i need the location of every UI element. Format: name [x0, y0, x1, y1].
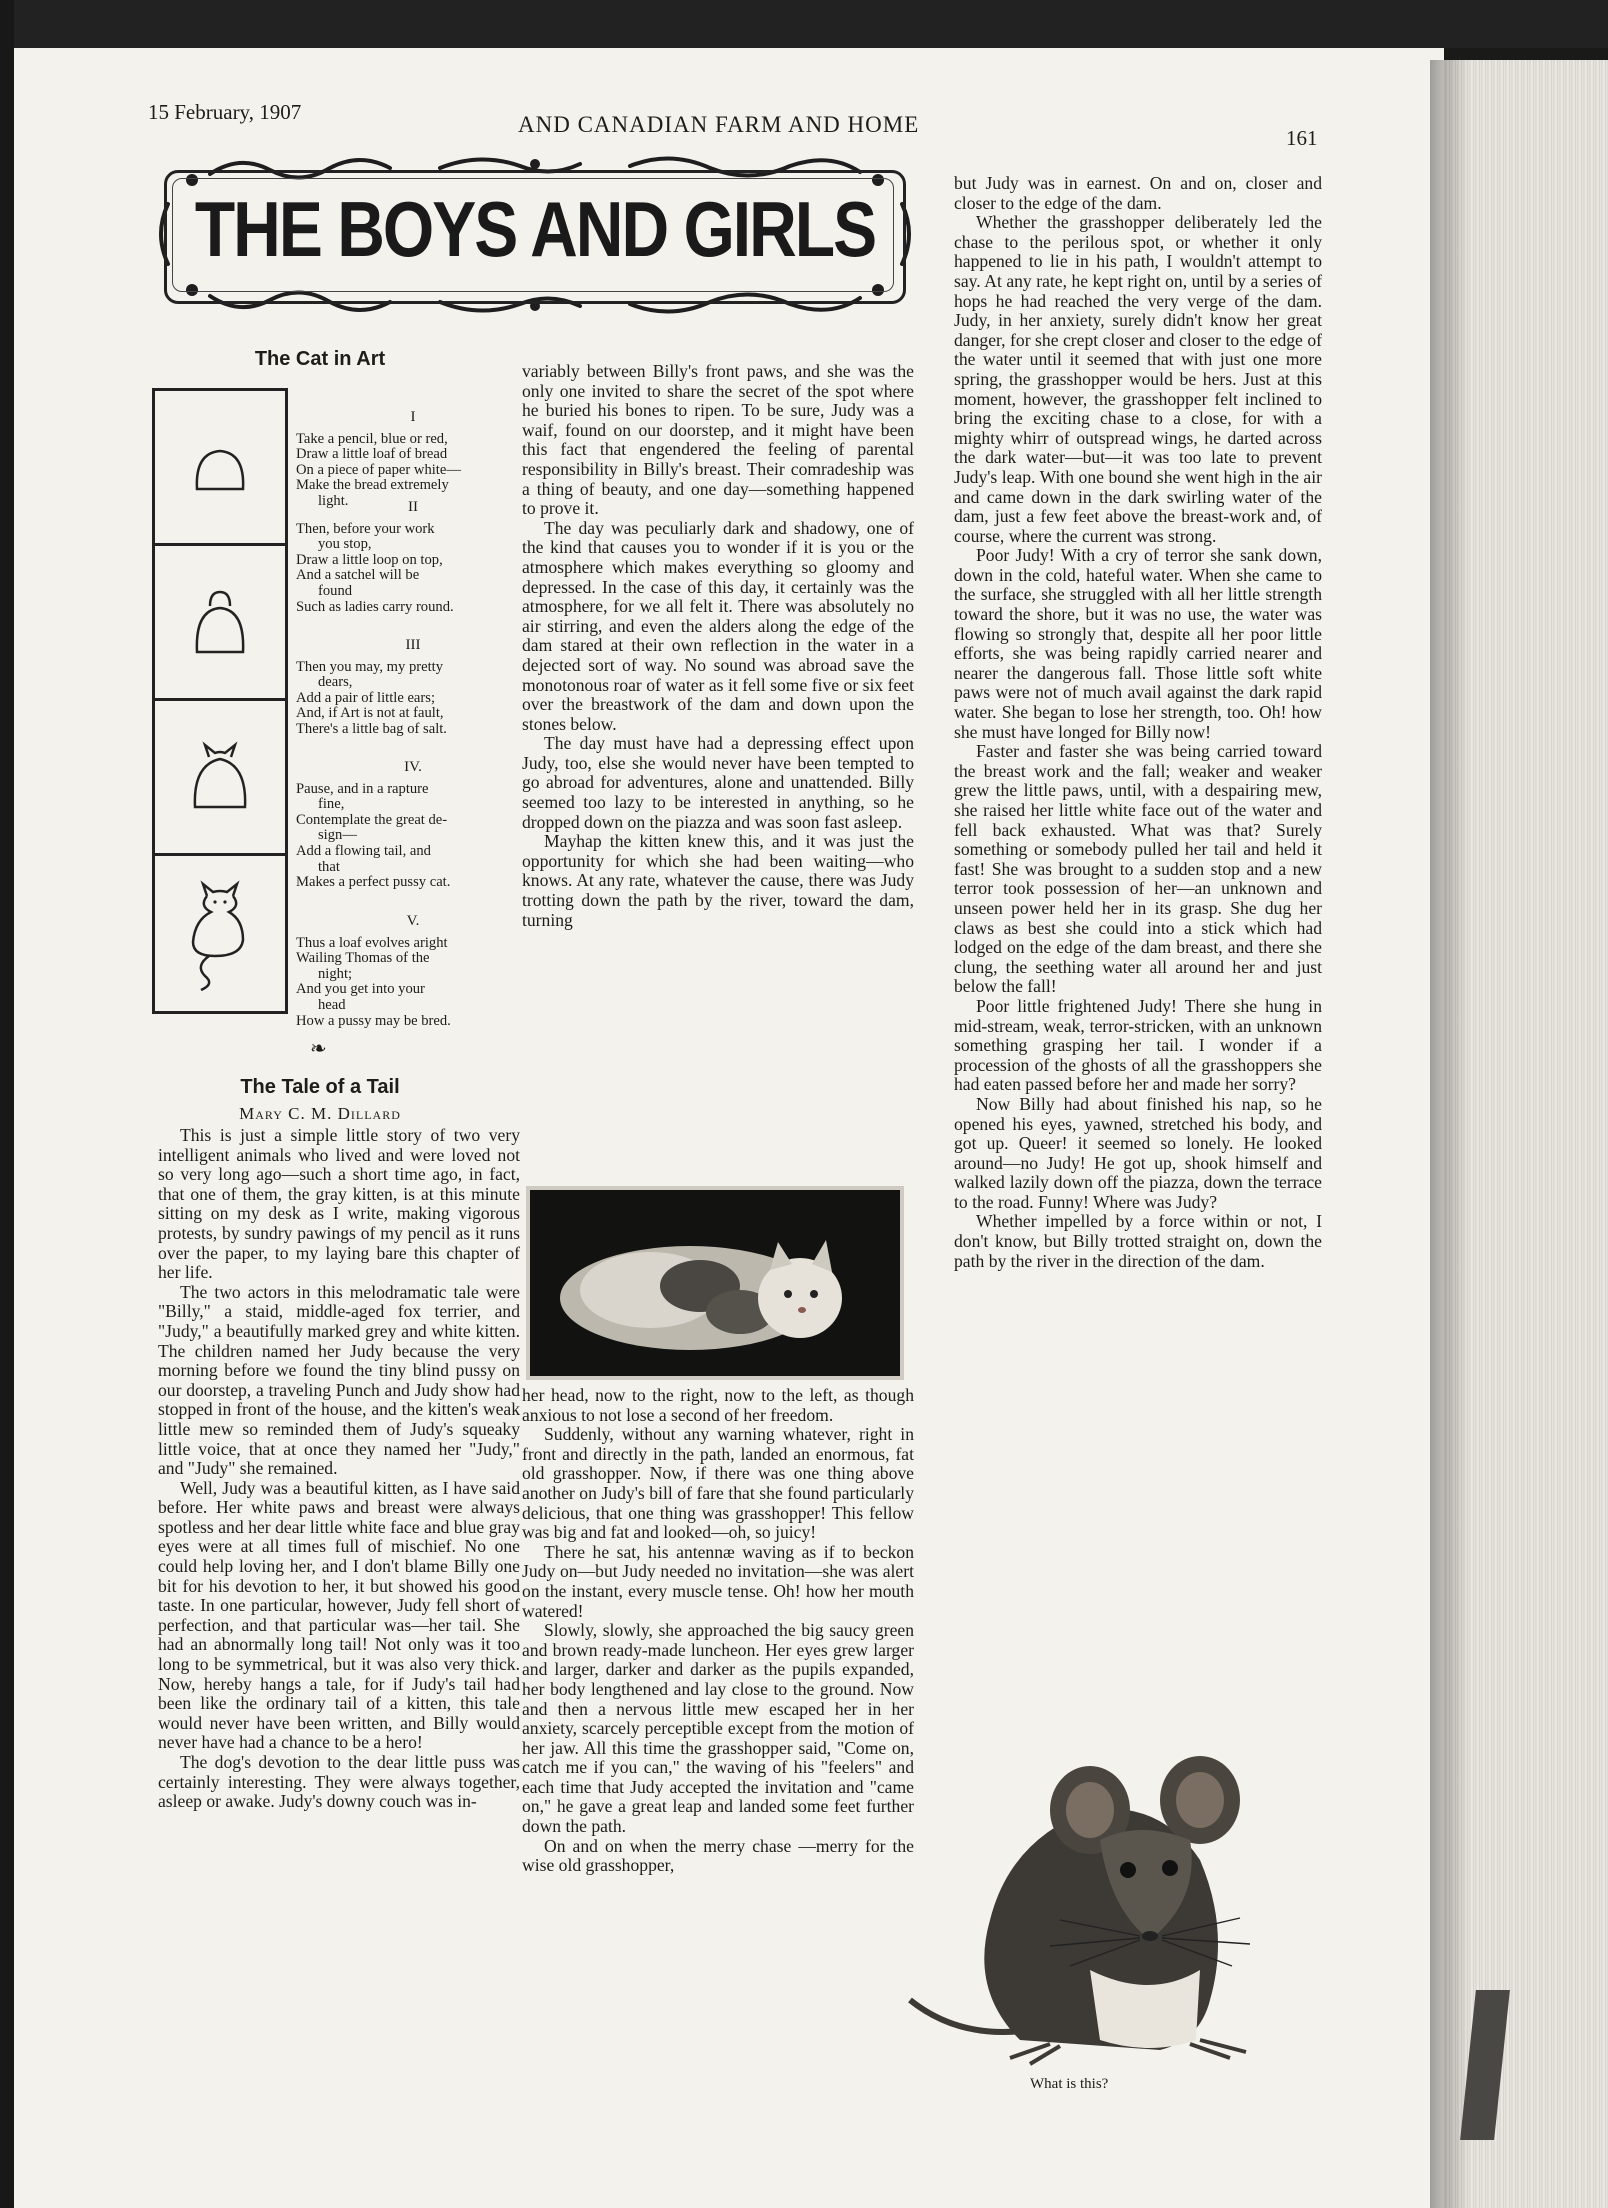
stanza-number: III: [405, 637, 421, 653]
poem-stanza-1: [296, 410, 490, 510]
paragraph: The day must have had a depressing effect upon Judy, too, else she would never have been tempted to go abroad for adventures, alone and unattended. Billy seemed too lazy to be interested in anything, so he dropped down on the piazza and was soon fast asleep.: [522, 733, 914, 832]
salt-bag-drawing-icon: [155, 701, 285, 853]
section-title: THE BOYS AND GIRLS: [194, 185, 876, 273]
paragraph: variably between Billy's front paws, and she was the only one invited to share the secret of the spot where he buried his bones to ripen. To be sure, Judy was a waif, found on our doorstep, and it might have been this fact that engendered the feeling of parental responsibility in Billy's breast. Their comradeship was a thing of beauty, and one day—something happened to prove it.: [522, 361, 914, 519]
kitten-photograph: [526, 1186, 904, 1380]
poem-line: light.: [318, 492, 349, 509]
cat-drawing-ears: [155, 701, 285, 856]
poem-line: There's a little bag of salt.: [296, 720, 447, 737]
paragraph: Suddenly, without any warning whatever, right in front and directly in the path, landed an enormous, fat old grasshopper. Now, if there was one thing above another on Judy's bill of fare that she found particularly delicious, that one thing was grasshopper! This fellow was big and fat and looked—oh, so juicy!: [522, 1424, 914, 1543]
paragraph: Mayhap the kitten knew this, and it was just the opportunity for which she had been waiting—who knows. At any rate, whatever the cause, there was Judy trotting down the path by the river, toward the dam, turning: [522, 831, 914, 930]
poem-line: found: [318, 582, 353, 599]
paragraph: This is just a simple little story of two very intelligent animals who lived and were loved not so very long ago—such a short time ago, in fact, that one of them, the gray kitten, is at this minute sitting on my desk as I write, making vigorous protests, by sundry pawings of my pencil as it runs over the paper, to my laying bare this chapter of her life.: [158, 1125, 520, 1283]
cat-drawing-loaf: [155, 391, 285, 546]
cat-drawing-panels: [152, 388, 288, 1014]
scan-top-edge: [0, 0, 1608, 48]
stanza-number: V.: [406, 913, 420, 929]
poem-line: Such as ladies carry round.: [296, 598, 454, 615]
poem-line: And you get into your: [296, 981, 425, 998]
running-title: AND CANADIAN FARM AND HOME: [518, 112, 920, 137]
poem-line: Contemplate the great de-: [296, 811, 448, 828]
stanza-number: I: [410, 409, 416, 425]
poem-line: fine,: [318, 796, 345, 813]
stanza-number: IV.: [404, 759, 422, 775]
paragraph: The two actors in this melodramatic tale were "Billy," a staid, middle-aged fox terrier, and "Judy," a beautifully marked grey and white kitten. The children named her Judy because the very morning before we found the tiny blind pussy on our doorstep, a traveling Punch and Judy show had stopped in front of the house, and the kitten's weak little mew so reminded them of Judy's squeaky little voice, that at once they named her "Judy," and "Judy" she remained.: [158, 1281, 520, 1479]
satchel-drawing-icon: [155, 546, 285, 698]
paragraph: Whether the grasshopper deliberately led the chase to the perilous spot, or whether it only happened to lie in his path, I wouldn't attempt to say. At any rate, he kept right on, until by a series of hops he had reached the very verge of the dam. Judy, in her anxiety, surely didn't know her great danger, for she crept closer and closer to the edge of the water until it seemed that with just one more spring, the grasshopper would be hers. Just at this moment, however, the grasshopper felt inclined to bring the exciting chase to a close, for with a mighty whirr of outspread wings, he darted across the dark water—but—it was too late to prevent Judy's leap. With one bound she went high in the air and came down in the dark swirling water of the dam, just a few feet above the breast-work and, of course, where the current was strong.: [954, 212, 1322, 546]
issue-date: 15 February, 1907: [148, 100, 302, 124]
article-column-2-bottom: [522, 1386, 914, 1876]
poem-line: that: [318, 858, 340, 875]
paragraph: The day was peculiarly dark and shadowy, one of the kind that causes you to wonder if it is you or the atmosphere which makes everything so gloomy and depressed. In the case of this day, it certainly was the atmosphere, for we all felt it. There was absolutely no air stirring, and even the alders along the edge of the dam stared at their own reflection in the water in a dejected sort of way. No sound was abroad save the monotonous roar of water as it fell some five or six feet over the breastwork of the dam and down upon the stones below.: [522, 517, 914, 734]
poem-line: Add a pair of little ears;: [296, 689, 435, 706]
poem-line: night;: [318, 965, 353, 982]
poem-stanza-5: [296, 914, 490, 1029]
page-number: 161: [1286, 126, 1318, 150]
paragraph: Slowly, slowly, she approached the big saucy green and brown ready-made luncheon. Her eyes grew larger and larger, darker and darker as the pupils expanded, her body lengthened and lay close to the ground. Now and then a nervous little mew escaped her in her anxiety, scarcely perceptible except from the motion of her jaw. All this time the grasshopper said, "Come on, catch me if you can," the waving of his "feelers" and each time that Judy accepted the invitation and "came on," he gave a great leap and landed some feet further down the path.: [522, 1620, 914, 1837]
paragraph: Whether impelled by a force within or not, I don't know, but Billy trotted straight on, down the path by the river in the direction of the dam.: [954, 1211, 1322, 1271]
poem-line: Pause, and in a rapture: [296, 780, 429, 797]
poem-line: dears,: [318, 674, 353, 691]
paragraph: her head, now to the right, now to the left, as though anxious to not lose a second of her freedom.: [522, 1385, 914, 1425]
poem-line: Thus a loaf evolves aright: [296, 934, 448, 951]
poem-line: Draw a little loop on top,: [296, 551, 443, 568]
poem-line: you stop,: [318, 536, 372, 553]
poem-line: sign—: [318, 827, 357, 844]
cat-in-art-heading: The Cat in Art: [254, 348, 386, 370]
mouse-caption: What is this?: [1030, 2076, 1109, 2092]
paragraph: On and on when the merry chase —merry for the wise old grasshopper,: [522, 1835, 914, 1876]
pussy-cat-drawing-icon: [155, 856, 285, 1008]
poem-line: head: [318, 996, 346, 1013]
poem-line: Make the bread extremely: [296, 477, 449, 494]
tale-author: Mary C. M. Dillard: [239, 1104, 401, 1123]
stanza-number: II: [408, 499, 418, 515]
paragraph: but Judy was in earnest. On and on, closer and closer to the edge of the dam.: [954, 173, 1322, 213]
tale-heading: The Tale of a Tail: [240, 1076, 400, 1098]
article-column-3: [954, 174, 1322, 1271]
scan-left-edge: [0, 0, 14, 2208]
poem-line: Wailing Thomas of the: [296, 950, 430, 967]
poem-stanza-2: [296, 500, 490, 615]
paragraph: Faster and faster she was being carried toward the breast work and the fall; weaker and weaker grew the little paws, until, with a despairing mew, she raised her little white face out of the water and fell back exhausted. What was that? Surely something or somebody pulled her tail and held it fast! She was brought to a sudden stop and a new terror took possession of her—an unknown and unseen power held her in its grasp. She dug her claws as best she could into a stick which had lodged on the edge of the dam breast, and there she clung, the seething water all around her and just below the fall!: [954, 741, 1322, 997]
kitten-photo-image: [530, 1190, 900, 1376]
poem-line: Then you may, my pretty: [296, 658, 443, 675]
cat-drawing-satchel: [155, 546, 285, 701]
paragraph: Now Billy had about finished his nap, so he opened his eyes, yawned, stretched his body, and got up. Queer! it seemed so lonely. He looked around—no Judy! He got up, shook himself and walked lazily down off the piazza, down the terrace to the road. Funny! Where was Judy?: [954, 1093, 1322, 1212]
paragraph: Poor little frightened Judy! There she hung in mid-stream, weak, terror-stricken, with an unknown something grasping her tail. I wonder if a procession of the ghosts of all the grasshoppers she had eaten passed before her and made her sorry?: [954, 995, 1322, 1095]
paragraph: Poor Judy! With a cry of terror she sank down, down in the cold, hateful water. When she came to the surface, she struggled with all her little strength toward the shore, but it was no use, the water was flowing so strongly that, despite all her poor little efforts, she was being rapidly carried nearer and nearer the dangerous fall. Those little soft white paws were not of much avail against the dark rapid water. She began to lose her strength, too. Oh! how she must have longed for Billy now!: [954, 545, 1322, 742]
cat-drawing-pussy-cat: [155, 856, 285, 1008]
poem-stanza-4: [296, 760, 490, 891]
poem-line: On a piece of paper white—: [296, 461, 461, 478]
poem-line: And a satchel will be: [296, 567, 420, 584]
poem-stanza-3: [296, 638, 490, 738]
poem-line: Then, before your work: [296, 520, 435, 537]
paragraph: There he sat, his antennæ waving as if to beckon Judy on—but Judy needed no invitation—she was alert on the instant, every muscle tense. Oh! how her mouth watered!: [522, 1541, 914, 1621]
poem-line: Add a flowing tail, and: [296, 842, 431, 859]
poem-line: Take a pencil, blue or red,: [296, 430, 448, 447]
article-column-2-top: [522, 362, 914, 930]
poem-line: Makes a perfect pussy cat.: [296, 874, 451, 891]
paragraph: Well, Judy was a beautiful kitten, as I have said before. Her white paws and breast were always spotless and her dear little white face and blue gray eyes were at all times full of mischief. No one could help loving her, and I don't blame Billy one bit for his devotion to her, it but showed his good taste. In one particular, however, Judy fell short of perfection, and that particular was—her tail. She had an abnormally long tail! Not only was it too long to be symmetrical, but it was also very thick. Now, hereby hangs a tale, for if Judy's tail had been like the ordinary tail of a kitten, this tale would never have been written, and Billy would never have had a chance to be a hero!: [158, 1477, 520, 1753]
poem-line: And, if Art is not at fault,: [296, 705, 444, 722]
poem-line: How a pussy may be bred.: [296, 1012, 451, 1029]
mouse-illustration: [900, 1740, 1320, 2070]
fleuron-icon: ❧: [310, 1038, 327, 1060]
loaf-drawing-icon: [155, 391, 285, 543]
mouse-icon: [900, 1740, 1320, 2070]
paragraph: The dog's devotion to the dear little puss was certainly interesting. They were always together, asleep or awake. Judy's downy couch was in-: [158, 1752, 520, 1812]
gutter-shadow: [1430, 60, 1470, 2208]
poem-line: Draw a little loaf of bread: [296, 446, 448, 463]
section-banner: [150, 144, 920, 324]
article-column-1: [158, 1126, 520, 1812]
